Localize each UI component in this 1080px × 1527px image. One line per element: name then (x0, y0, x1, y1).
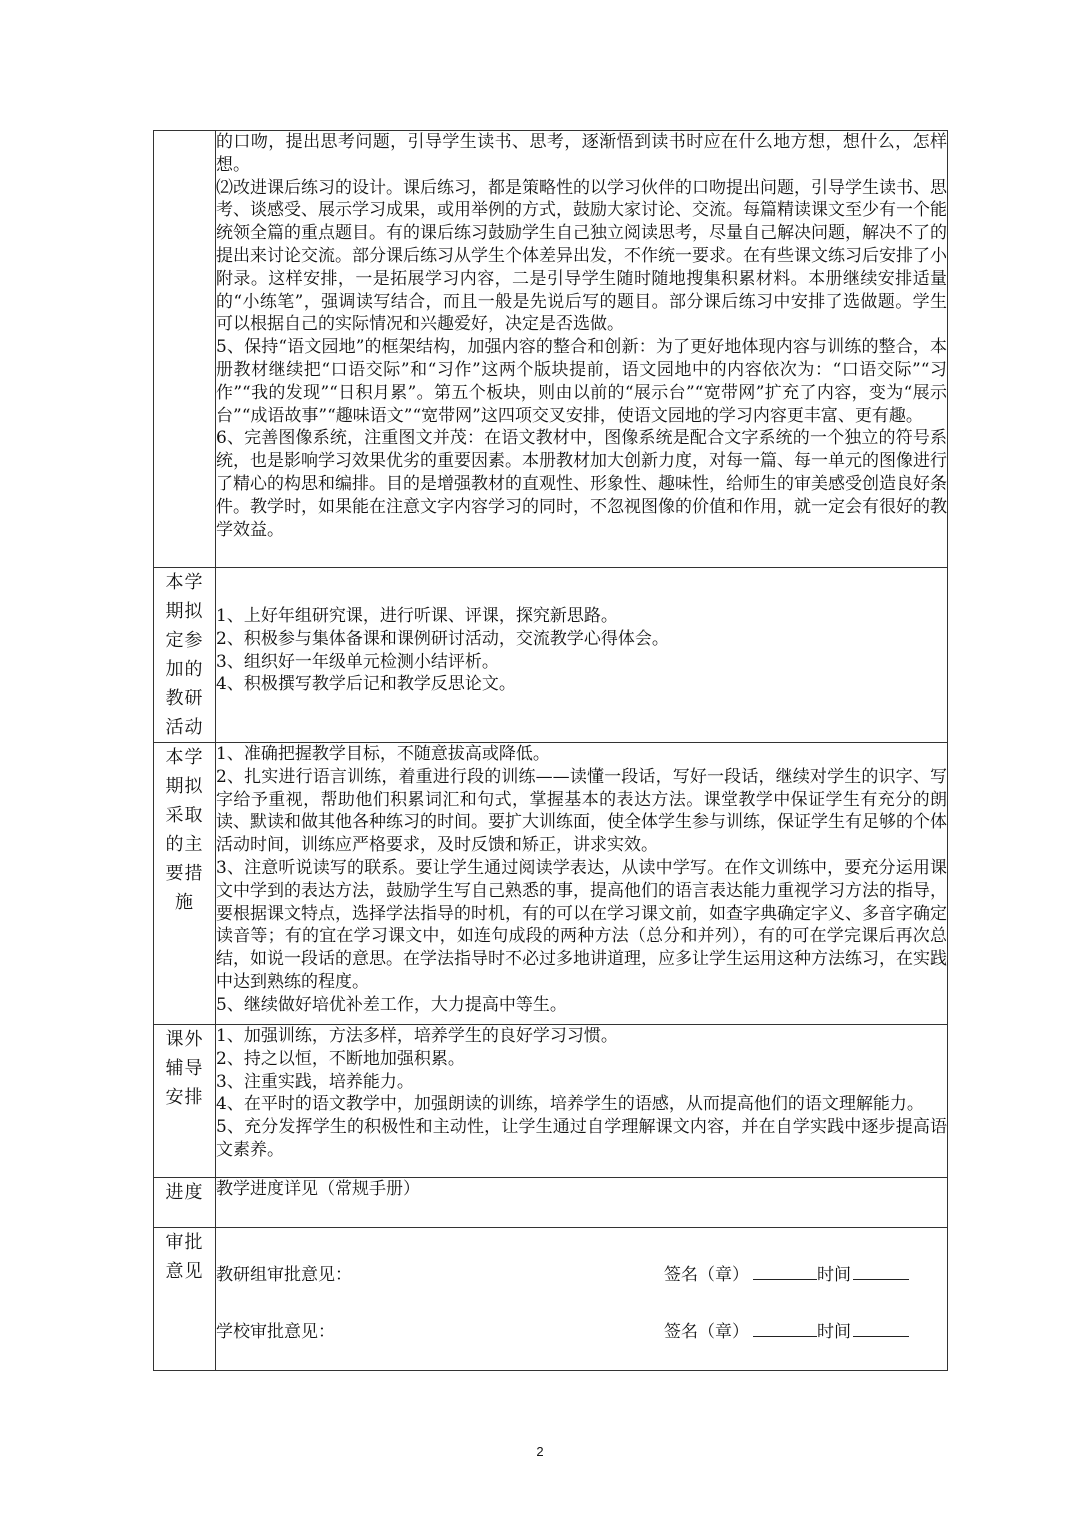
progress-label: 进度 (165, 1182, 204, 1203)
signature-blank[interactable] (753, 1336, 817, 1337)
extracurricular-item: 1、加强训练，方法多样，培养学生的良好学习习惯。 (216, 1026, 618, 1046)
measure-item: 2、扎实进行语言训练，着重进行段的训练——读懂一段话，写好一段话，继续对学生的识字、写字给予重视，帮助他们积累词汇和句式，掌握基本的表达方法。课堂教学中保证学生有充分的朗读、默读和做其他各种练习的时间。要扩大训练面，使全体学生参与训练，保证学生有足够的个体活动时间，训练应严格要求，及时反馈和矫正，讲求实效。 (216, 766, 947, 856)
time-label: 时间 (817, 1265, 851, 1285)
main-measures-label-cell (154, 743, 216, 1025)
main-measures-row (154, 743, 948, 1025)
continued-label-cell (154, 131, 216, 568)
group-approval-line (216, 1228, 947, 1285)
school-approval-label: 学校审批意见： (216, 1322, 335, 1342)
approval-label-cell (154, 1228, 216, 1371)
time-blank[interactable] (853, 1279, 909, 1280)
extracurricular-item: 5、充分发挥学生的积极性和主动性，让学生通过自学理解课文内容，并在自学实践中逐步提高语文素养。 (216, 1117, 947, 1160)
page-number: 2 (536, 1444, 544, 1459)
research-activity-item: 2、积极参与集体备课和课例研讨活动，交流教学心得体会。 (216, 628, 669, 649)
continued-paragraph: 6、完善图像系统，注重图文并茂：在语文教材中，图像系统是配合文字系统的一个独立的符号系统，也是影响学习效果优劣的重要因素。本册教材加大创新力度，对每一篇、每一单元的图像进行了精心的构思和编排。目的是增强教材的直观性、形象性、趣味性，给师生的审美感受创造良好条件。教学时，如果能在注意文字内容学习的同时，不忽视图像的价值和作用，就一定会有很好的教学效益。 (216, 428, 947, 540)
measure-item: 3、注意听说读写的联系。要让学生通过阅读学表达，从读中学写。在作文训练中，要充分运用课文中学到的表达方法，鼓励学生写自己熟悉的事，提高他们的语言表达能力重视学习方法的指导，要根据课文特点，选择学法指导的时机，有的可以在学习课文前，如查字典确定字义、多音字确定读音等；有的宜在学习课文中，如连句成段的两种方法（总分和并列），有的可在学完课后再次总结，如说一段话的意思。在学法指导时不必过多地讲道理，应多让学生运用这种方法练习，在实践中达到熟练的程度。 (216, 857, 947, 992)
time-blank[interactable] (853, 1336, 909, 1337)
main-measures-content-cell (216, 743, 948, 1025)
research-activities-row (154, 568, 948, 743)
research-activities-label: 本学期拟定参加的教研活动 (165, 572, 204, 738)
extracurricular-item: 2、持之以恒，不断地加强积累。 (216, 1048, 465, 1069)
continued-paragraph: 5、保持“语文园地”的框架结构，加强内容的整合和创新：为了更好地体现内容与训练的整合，本册教材继续把“口语交际”和“习作”这两个版块提前，语文园地中的内容依次为：“口语交际”“习作”“我的发现”“日积月累”。第五个板块，则由以前的“展示台”“宽带网”扩充了内容，变为“展示台”“成语故事”“趣味语文”“宽带网”这四项交叉安排，使语文园地的学习内容更丰富、更有趣。 (216, 337, 947, 426)
group-signature-block (664, 1260, 909, 1285)
continued-paragraph: 的口吻，提出思考问题，引导学生读书、思考，逐渐悟到读书时应在什么地方想，想什么，怎样想。 (216, 132, 947, 175)
signature-label: 签名（章） (664, 1265, 749, 1285)
main-measures-label: 本学期拟采取的主要措施 (165, 747, 204, 913)
extracurricular-label: 课外辅导安排 (165, 1029, 204, 1108)
progress-content-cell (216, 1178, 948, 1228)
school-signature-block (664, 1317, 909, 1342)
approval-row (154, 1228, 948, 1371)
research-activity-item: 3、组织好一年级单元检测小结评析。 (216, 651, 499, 672)
time-label: 时间 (817, 1322, 851, 1342)
school-approval-line (216, 1285, 947, 1342)
research-activities-label-cell (154, 568, 216, 743)
research-activity-item: 1、上好年组研究课，进行听课、评课，探究新思路。 (216, 606, 618, 626)
extracurricular-content-cell (216, 1025, 948, 1178)
extracurricular-row (154, 1025, 948, 1178)
measure-item: 1、准确把握教学目标，不随意拔高或降低。 (216, 744, 550, 764)
continued-paragraph: ⑵改进课后练习的设计。课后练习，都是策略性的以学习伙伴的口吻提出问题，引导学生读书、思考、谈感受、展示学习成果，或用举例的方式，鼓励大家讨论、交流。每篇精读课文至少有一个能统领全篇的重点题目。有的课后练习鼓励学生自己独立阅读思考，尽量自己解决问题，解决不了的提出来讨论交流。部分课后练习从学生个体差异出发，不作统一要求。在有些课文练习后安排了小附录。这样安排，一是拓展学习内容，二是引导学生随时随地搜集积累材料。本册继续安排适量的“小练笔”，强调读写结合，而且一般是先说后写的题目。部分课后练习中安排了选做题。学生可以根据自己的实际情况和兴趣爱好，决定是否选做。 (216, 177, 947, 335)
signature-blank[interactable] (753, 1279, 817, 1280)
measure-item: 5、继续做好培优补差工作，大力提高中等生。 (216, 994, 567, 1015)
progress-text: 教学进度详见（常规手册） (216, 1179, 420, 1199)
plan-table (153, 130, 948, 1371)
research-activities-content-cell (216, 568, 948, 743)
progress-row (154, 1178, 948, 1228)
approval-content-cell (216, 1228, 948, 1371)
approval-label: 审批意见 (165, 1232, 204, 1282)
progress-label-cell (154, 1178, 216, 1228)
extracurricular-item: 4、在平时的语文教学中，加强朗读的训练，培养学生的语感，从而提高他们的语文理解能力。 (216, 1094, 924, 1115)
signature-label: 签名（章） (664, 1322, 749, 1342)
continued-row (154, 131, 948, 568)
group-approval-label: 教研组审批意见： (216, 1265, 352, 1285)
extracurricular-label-cell (154, 1025, 216, 1178)
continued-content-cell (216, 131, 948, 568)
extracurricular-item: 3、注重实践，培养能力。 (216, 1071, 414, 1092)
research-activity-item: 4、积极撰写教学后记和教学反思论文。 (216, 674, 516, 695)
